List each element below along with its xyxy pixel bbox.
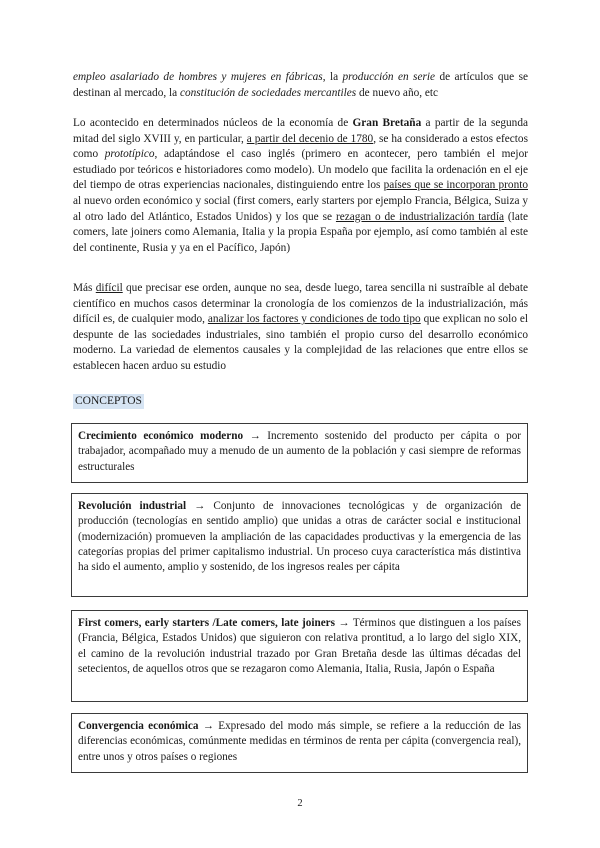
section-title-conceptos: CONCEPTOS: [75, 395, 142, 407]
arrow-glyph: →: [243, 430, 268, 442]
text-run: que explican no solo el despunte de las sociedades industriales, sino también el propio curso del desarrollo económico moderno. La variedad de elementos causales y la complejidad de las relaciones que entre ellos se establecen hacen arduo su estudio: [73, 313, 528, 372]
page-number: 2: [297, 798, 303, 809]
underlined-text: difícil: [95, 282, 123, 294]
italic-text: prototípico: [104, 148, 155, 161]
underlined-text: a partir del decenio de 1780: [246, 132, 374, 145]
paragraph-cronologia: [73, 281, 528, 375]
underlined-text: analizar los factores y condiciones de todo tipo: [207, 313, 421, 326]
text-run: a partir de la segunda mitad del siglo XVIII y, en particular,: [73, 117, 528, 145]
concept-term: Revolución industrial: [78, 500, 187, 512]
underlined-text: rezagan o de industrialización tardía: [335, 210, 505, 223]
concept-definition: Conjunto de innovaciones tecnológicas y de organización de producción (tecnologías en sentido amplio) que unidas a otras de carácter social e institucional (modernización) promueven la ampliación de las capacidades productivas y la emergencia de las categorías propias del primer capitalismo industrial. Un proceso cuya característica más distintiva ha sido el aumento, amplio y sostenido, de los ingresos reales per cápita: [78, 500, 521, 574]
text-run: Más: [73, 282, 96, 294]
text-run: de nuevo año, etc: [356, 86, 439, 99]
paragraph-intro: [73, 70, 528, 101]
text-run: , la: [322, 71, 343, 83]
concept-definition: Incremento sostenido del producto per cápita o por trabajador, acompañado muy a menudo de un aumento de la población y casi siempre de reformas estructurales: [78, 430, 522, 473]
arrow-glyph: →: [186, 500, 214, 512]
concept-term: Crecimiento económico moderno: [78, 430, 244, 442]
concept-term: First comers, early starters /Late comers, late joiners: [78, 617, 335, 629]
concept-definition: Términos que distinguen a los países (Francia, Bélgica, Estados Unidos) que siguieron con relativa prontitud, a lo largo del siglo XIX, el camino de la revolución industrial trazado por Gran Bretaña desde las últimas décadas del setecientos, de aquellos otros que se rezagaron como Alemania, Italia, Rusia, Japón o España: [78, 617, 521, 675]
text-run: que precisar ese orden, aunque no sea, desde luego, tarea sencilla ni sustraíble al debate científico en muchos casos determinar la cronología de los comienzos de la industrialización, más difícil es, de cualquier modo,: [73, 282, 528, 326]
italic-text: empleo asalariado de hombres y mujeres en fábricas: [73, 71, 323, 83]
arrow-glyph: →: [198, 720, 219, 732]
concept-box: [71, 610, 528, 702]
italic-text: producción en serie: [342, 71, 436, 83]
concept-box: [71, 423, 528, 483]
underlined-text: países que se incorporan pronto: [383, 179, 529, 192]
concept-box: [71, 493, 528, 597]
text-run: Lo acontecido en determinados núcleos de la economía de: [73, 117, 353, 129]
text-run: , se ha considerado a estos efectos como: [73, 132, 528, 161]
italic-text: constitución de sociedades mercantiles: [179, 86, 357, 99]
text-run: de artículos que se destinan al mercado, la: [73, 71, 528, 99]
concept-term: Convergencia económica: [78, 720, 199, 732]
text-run: , adaptándose el caso inglés (primero en acontecer, pero también el mejor estudiado por teóricos e historiadores como modelo). Un modelo que facilita la ordenación en el eje del tiempo de otras experiencias nacionales, distinguiendo entre los: [73, 148, 528, 192]
paragraph-gran-bretana: [73, 116, 528, 256]
text-run: al nuevo orden económico y social (first comers, early starters por ejemplo Francia, Bélgica, Suiza y al otro lado del Atlántico, Estados Unidos) y los que se: [73, 194, 528, 223]
concept-box: [71, 713, 528, 773]
bold-text: Gran Bretaña: [352, 117, 422, 129]
concept-definition: Expresado del modo más simple, se refiere a la reducción de las diferencias económicas, comúnmente medidas en términos de renta per cápita (convergencia real), entre unos y otros países o regiones: [78, 720, 522, 763]
text-run: (late comers, late joiners como Alemania, Italia y la propia España por ejemplo, así como también al este del continente, Rusia y ya en el Pacífico, Japón): [73, 210, 528, 254]
arrow-glyph: →: [334, 617, 353, 629]
